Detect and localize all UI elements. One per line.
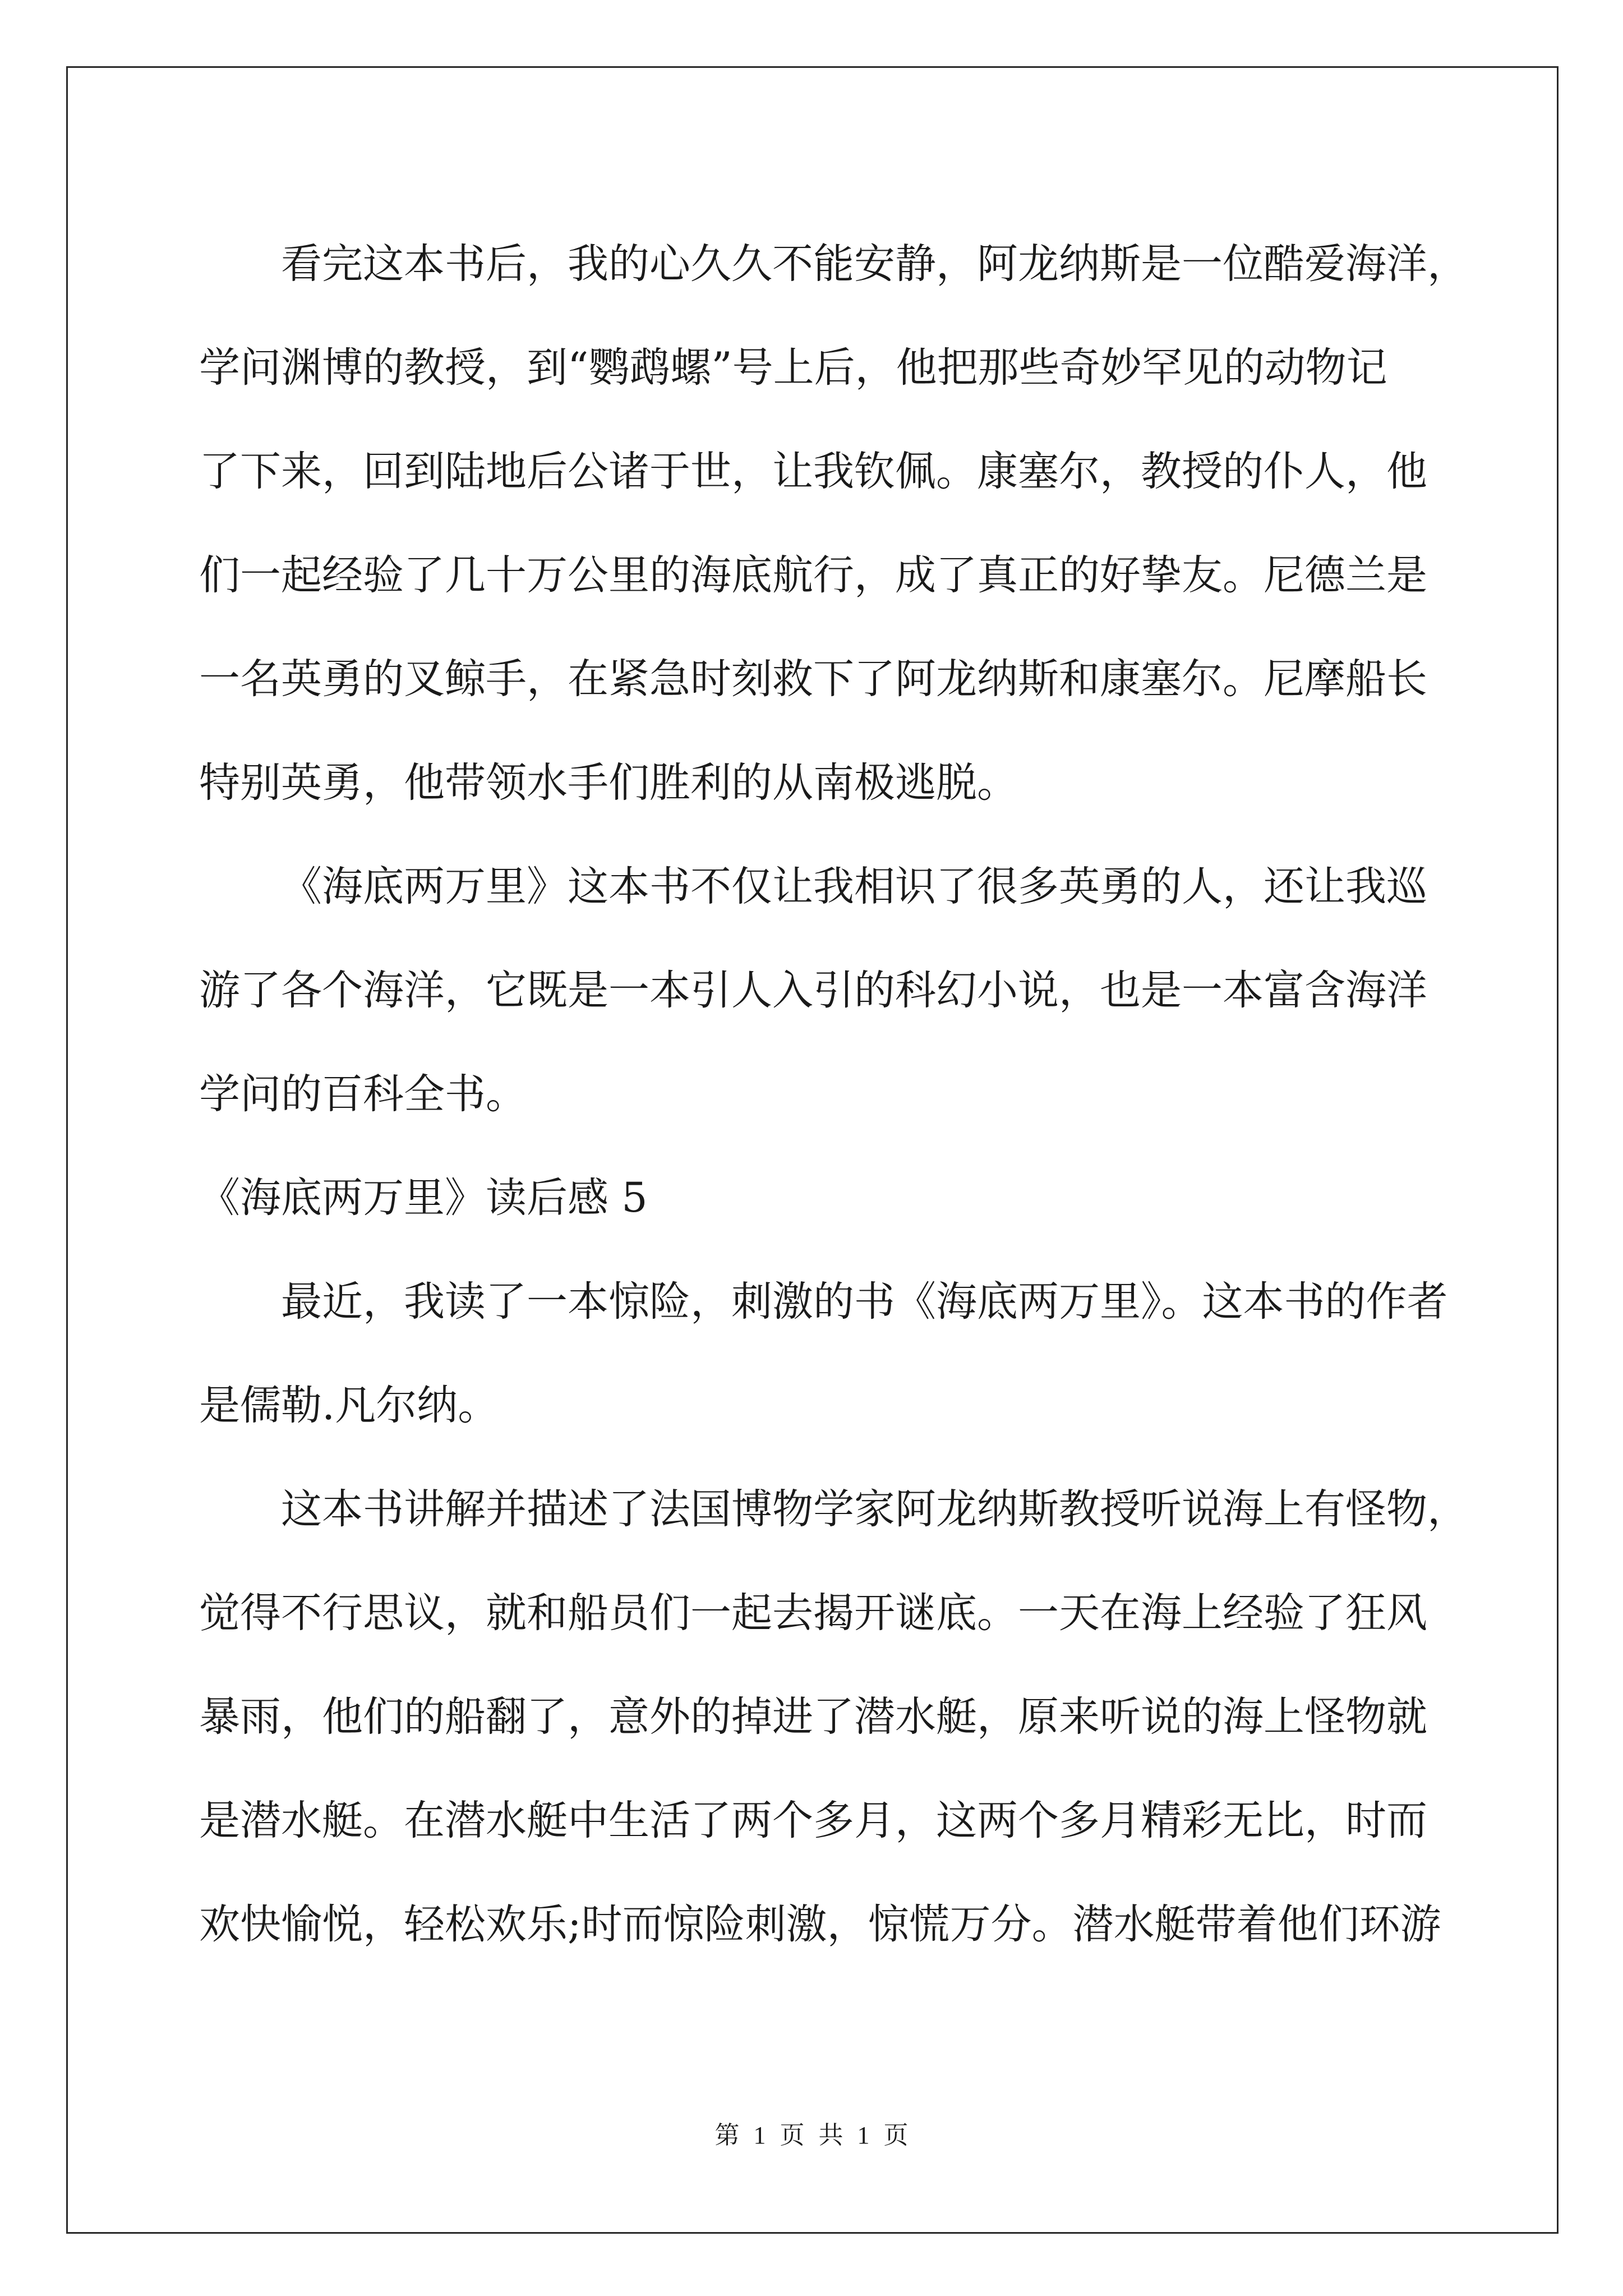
document-body [199,212,1468,1976]
text-line: 是儒勒.凡尔纳。 [199,1382,499,1429]
text-line: 看完这本书后，我的心久久不能安静，阿龙纳斯是一位酷爱海洋， [281,240,1468,288]
text-line: 这本书讲解并描述了法国博物学家阿龙纳斯教授听说海上有怪物， [281,1485,1468,1533]
text-line: 最近，我读了一本惊险，刺激的书《海底两万里》。这本书的作者 [281,1278,1448,1326]
text-line: 们一起经验了几十万公里的海底航行，成了真正的好挚友。尼德兰是 [199,551,1427,599]
text-line: 游了各个海洋，它既是一本引人入引的科幻小说，也是一本富含海洋 [199,967,1427,1014]
text-line: 欢快愉悦，轻松欢乐;时而惊险刺激，惊慌万分。潜水艇带着他们环游 [199,1901,1441,1948]
page-number-footer: 第 1 页 共 1 页 [714,2122,909,2149]
text-line: 特别英勇，他带领水手们胜利的从南极逃脱。 [199,759,1018,807]
text-line: 了下来，回到陆地后公诸于世，让我钦佩。康塞尔，教授的仆人，他 [199,448,1427,495]
section-heading: 《海底两万里》读后感 5 [199,1174,648,1222]
text-line: 觉得不行思议，就和船员们一起去揭开谜底。一天在海上经验了狂风 [199,1589,1427,1637]
text-line: 暴雨，他们的船翻了，意外的掉进了潜水艇，原来听说的海上怪物就 [199,1693,1427,1741]
text-line: 学问渊博的教授，到“鹦鹉螺”号上后，他把那些奇妙罕见的动物记 [199,344,1387,392]
text-line: 是潜水艇。在潜水艇中生活了两个多月，这两个多月精彩无比，时而 [199,1797,1427,1844]
text-line: 《海底两万里》这本书不仅让我相识了很多英勇的人，还让我巡 [281,863,1427,910]
text-line: 学问的百科全书。 [199,1070,527,1118]
text-line: 一名英勇的叉鲸手，在紧急时刻救下了阿龙纳斯和康塞尔。尼摩船长 [199,655,1427,703]
